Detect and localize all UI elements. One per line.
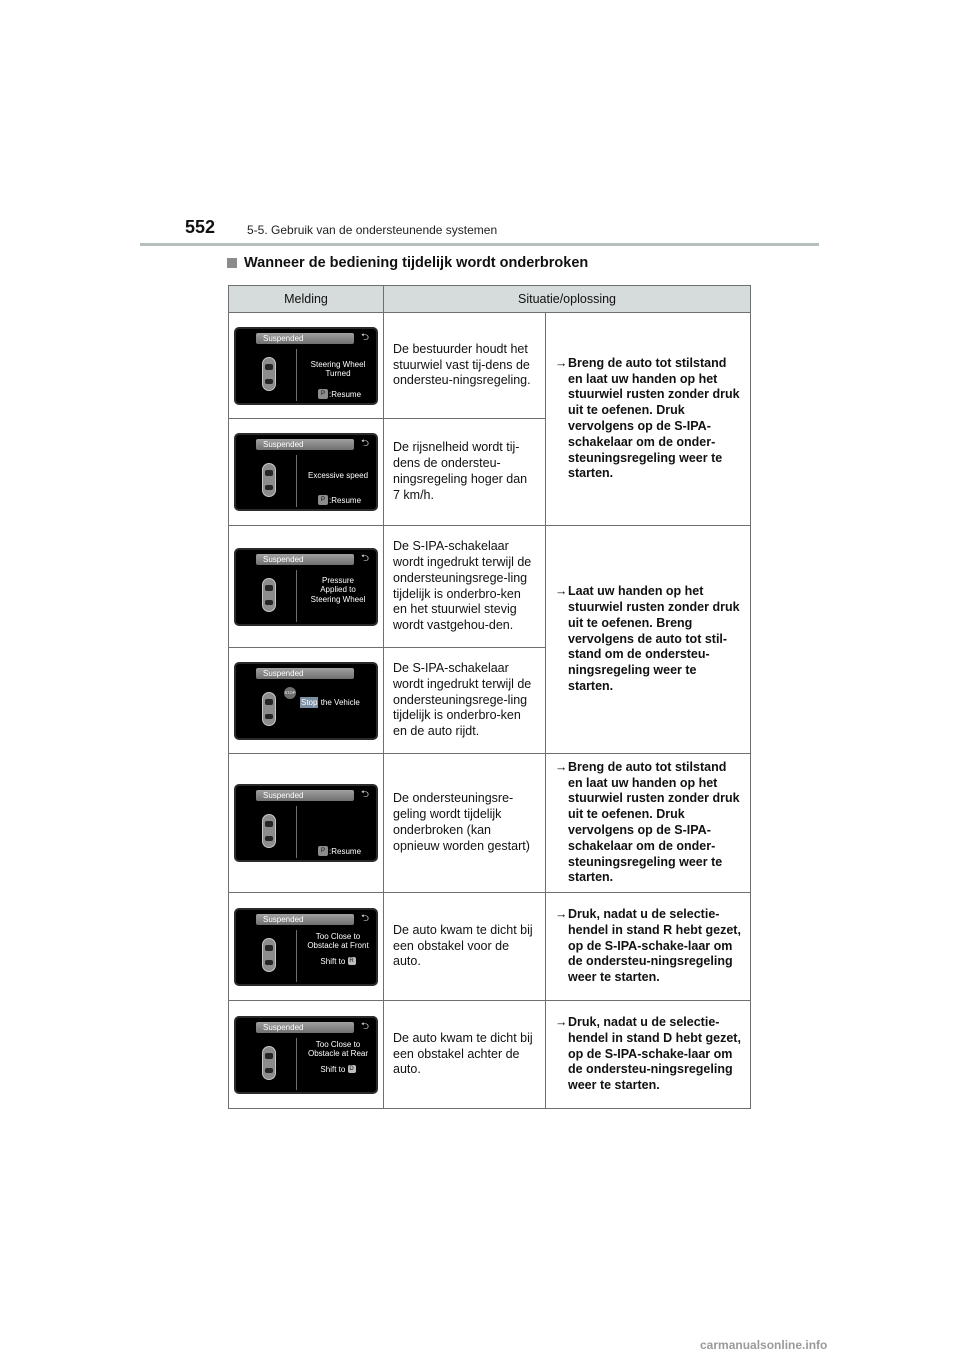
- table-row: [229, 893, 751, 1001]
- message-cell: [229, 754, 384, 893]
- solution-cell: [546, 893, 751, 1001]
- message-cell: [229, 893, 384, 1001]
- screen-message: [300, 471, 376, 481]
- stop-sign-icon: STOP: [284, 687, 296, 699]
- message-cell: [229, 313, 384, 419]
- solution-text: Breng de auto tot stilstand en laat uw handen op het stuurwiel rusten zonder druk uit te oefenen. Druk vervolgens op de S-IPA-schakelaar om de onder-steuningsregeling weer te starten.: [568, 355, 740, 481]
- car-icon: [262, 938, 276, 972]
- screen-message: [300, 1040, 376, 1075]
- screen-divider: [296, 930, 297, 982]
- display-screen: [234, 327, 378, 405]
- message-cell: [229, 648, 384, 754]
- section-title: Wanneer de bediening tijdelijk wordt onderbroken: [244, 255, 589, 271]
- section-heading: [227, 255, 588, 271]
- display-screen: [234, 784, 378, 862]
- display-screen: [234, 908, 378, 986]
- table-row: [229, 526, 751, 648]
- car-icon: [262, 463, 276, 497]
- header-melding: Melding: [229, 286, 384, 313]
- situation-cell: De S-IPA-schakelaar wordt ingedrukt terwijl de ondersteuningsrege-ling tijdelijk is onderbro-ken en het stuurwiel stevig wordt vastgehou-den.: [384, 526, 546, 648]
- car-icon: [262, 357, 276, 391]
- back-arrow-icon: ⮌: [361, 912, 370, 924]
- situation-cell: De auto kwam te dicht bij een obstakel voor de auto.: [384, 893, 546, 1001]
- car-icon: [262, 1046, 276, 1080]
- square-bullet-icon: [227, 258, 237, 268]
- situation-cell: De S-IPA-schakelaar wordt ingedrukt terwijl de ondersteuningsrege-ling tijdelijk is onderbro-ken en de auto rijdt.: [384, 648, 546, 754]
- screen-line: Steering Wheel: [310, 594, 366, 604]
- watermark-text: carmanualsonline.info: [700, 1338, 828, 1352]
- solution-cell: [546, 754, 751, 893]
- parking-assist-icon: P: [318, 846, 328, 856]
- message-cell: [229, 1001, 384, 1109]
- back-arrow-icon: ⮌: [361, 552, 370, 564]
- resume-label: :Resume: [329, 496, 362, 505]
- screen-line: Turned: [325, 369, 351, 378]
- screen-line: Steering Wheel: [310, 359, 366, 369]
- screen-divider: [296, 806, 297, 858]
- table-header-row: [229, 286, 751, 313]
- suspended-banner: Suspended: [256, 1022, 354, 1033]
- shift-label: Shift to: [320, 1064, 346, 1074]
- solution-text: Laat uw handen op het stuurwiel rusten zonder druk uit te oefenen. Breng vervolgens de auto tot stil-stand om de ondersteu-ningsregeling weer te starten.: [568, 584, 740, 693]
- shift-line: [300, 957, 376, 967]
- message-cell: [229, 526, 384, 648]
- screen-divider: [296, 570, 297, 622]
- screen-message: [300, 576, 376, 605]
- screen-line: Excessive speed: [307, 471, 369, 480]
- parking-assist-icon: P: [318, 389, 328, 399]
- solution-text: Breng de auto tot stilstand en laat uw handen op het stuurwiel rusten zonder druk uit te oefenen. Druk vervolgens op de S-IPA-schakelaar om de onder-steuningsregeling weer te starten.: [568, 759, 740, 885]
- screen-divider: [296, 1038, 297, 1090]
- chapter-title: 5-5. Gebruik van de ondersteunende systemen: [247, 223, 498, 237]
- gear-d-icon: D: [349, 1066, 354, 1073]
- solution-cell: [546, 1001, 751, 1109]
- screen-message: [300, 698, 376, 708]
- car-icon: [262, 578, 276, 612]
- suspended-banner: Suspended: [256, 914, 354, 925]
- header-divider: [140, 243, 819, 246]
- back-arrow-icon: ⮌: [361, 331, 370, 343]
- situation-cell: De ondersteuningsre-geling wordt tijdelijk onderbroken (kan opnieuw worden gestart): [384, 754, 546, 893]
- screen-line: Too Close to: [315, 931, 361, 941]
- gear-r-icon: R: [349, 958, 354, 965]
- shift-label: Shift to: [320, 956, 346, 966]
- arrow-icon: →: [555, 759, 568, 774]
- message-cell: [229, 419, 384, 526]
- back-arrow-icon: ⮌: [361, 789, 370, 800]
- shift-line: [300, 1065, 376, 1075]
- solution-text: Druk, nadat u de selectie-hendel in stand R hebt gezet, op de S-IPA-schake-laar om de ondersteu-ningsregeling weer te starten.: [568, 907, 741, 985]
- header-situatie: Situatie/oplossing: [384, 286, 751, 313]
- arrow-icon: →: [555, 584, 568, 599]
- suspended-banner: Suspended: [256, 333, 354, 344]
- screen-line: Too Close to: [315, 1039, 361, 1049]
- screen-line: Obstacle at Front: [307, 941, 369, 950]
- suspended-banner: Suspended: [256, 790, 354, 801]
- display-screen: [234, 548, 378, 626]
- table-row: [229, 1001, 751, 1109]
- back-arrow-icon: ⮌: [361, 1020, 370, 1032]
- stop-rest: the Vehicle: [320, 697, 360, 707]
- back-arrow-icon: ⮌: [361, 438, 370, 449]
- screen-line: Applied to: [320, 585, 356, 594]
- arrow-icon: →: [555, 907, 568, 921]
- situation-cell: De rijsnelheid wordt tij-dens de ondersteu-ningsregeling hoger dan 7 km/h.: [384, 419, 546, 526]
- car-icon: [262, 692, 276, 726]
- table-row: [229, 754, 751, 893]
- table-row: [229, 313, 751, 419]
- solution-cell: [546, 526, 751, 754]
- screen-line: Obstacle at Rear: [307, 1049, 369, 1058]
- solution-text: Druk, nadat u de selectie-hendel in stand D hebt gezet, op de S-IPA-schake-laar om de ondersteu-ningsregeling weer te starten.: [568, 1015, 741, 1093]
- parking-assist-icon: P: [318, 495, 328, 505]
- display-screen: [234, 1016, 378, 1094]
- display-screen: [234, 662, 378, 740]
- suspended-banner: Suspended: [256, 668, 354, 679]
- screen-divider: [296, 455, 297, 507]
- car-icon: [262, 814, 276, 848]
- screen-message: [300, 360, 376, 379]
- arrow-icon: →: [555, 355, 568, 370]
- screen-divider: [296, 349, 297, 401]
- message-table: [228, 285, 751, 1109]
- screen-line: Pressure: [321, 575, 354, 585]
- arrow-icon: →: [555, 1015, 568, 1029]
- stop-highlight: Stop: [301, 697, 318, 707]
- suspended-banner: Suspended: [256, 554, 354, 565]
- situation-cell: De bestuurder houdt het stuurwiel vast tij-dens de ondersteu-ningsregeling.: [384, 313, 546, 419]
- resume-label: :Resume: [329, 389, 362, 399]
- display-screen: [234, 433, 378, 511]
- situation-cell: De auto kwam te dicht bij een obstakel achter de auto.: [384, 1001, 546, 1109]
- screen-message: [300, 932, 376, 967]
- suspended-banner: Suspended: [256, 439, 354, 450]
- solution-cell: [546, 313, 751, 526]
- page-number: 552: [185, 217, 216, 237]
- resume-label: :Resume: [329, 847, 362, 856]
